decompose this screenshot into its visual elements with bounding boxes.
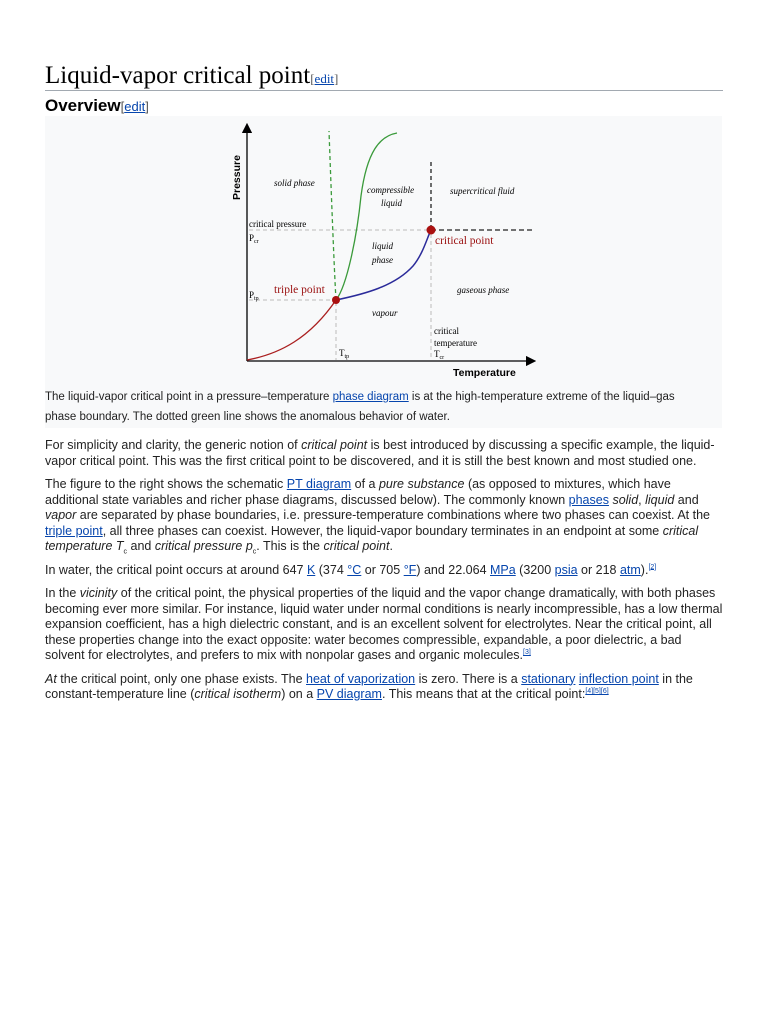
critical-pressure-label: critical pressure [249,219,307,229]
subsection-edit-link[interactable]: edit [124,99,146,114]
paragraph-5: At the critical point, only one phase exists. The heat of vaporization is zero. There is a stationary inflection point in the constant-temperature line (critical isotherm) on a PV diagram. This means that at the critical point:[4][5][6] [45,671,693,701]
psia-link[interactable]: psia [554,562,578,577]
critical-point-marker [427,226,436,235]
paragraph-3: In water, the critical point occurs at around 647 K (374 °C or 705 °F) and 22.064 MPa (3200 psia or 218 atm).[2] [45,562,657,577]
supercritical-fluid-label: supercritical fluid [450,186,515,196]
fahrenheit-link[interactable]: °F [403,562,417,577]
pt-diagram-link[interactable]: PT diagram [286,477,352,491]
subsection-edit-link-wrapper: [edit] [120,99,149,114]
ptp-label: $P_{tp}$ [249,290,259,302]
heat-of-vaporization-link[interactable]: heat of vaporization [306,671,416,686]
reference-2-link[interactable]: [2] [648,563,657,571]
ttp-label: $T_{tp}$ [339,348,350,360]
figure-caption: The liquid-vapor critical point in a pressure–temperature phase diagram is at the high-temperature extreme of the liquid–gas phase boundary. The dotted green line shows the anomalous behavior of water. [45,391,675,423]
reference-4-6-link[interactable]: [4][5][6] [585,687,609,695]
solid-phase-label: solid phase [274,178,315,188]
pcr-label: $P_{cr}$ [249,233,259,245]
section-heading [45,62,723,91]
anomalous-water-line [329,131,336,300]
paragraph-2: The figure to the right shows the schematic PT diagram of a pure substance (as opposed to mixtures, which have additional state variables and richer phase diagrams, discussed below). The commonly known phases solid, liquid and vapor are separated by phase boundaries, i.e. pressure-temperature combinations where two phases can coexist. At the triple point, all three phases can coexist. However, the liquid-vapor boundary terminates in an endpoint at some critical temperature $T_c$ and critical pressure $p_c$. This is the critical point. [45,477,710,556]
vapour-label: vapour [372,308,398,318]
triple-point-marker [332,296,340,304]
phase-diagram-link[interactable]: phase diagram [332,391,409,403]
liquid-phase-label-2: phase [372,255,393,265]
pressure-axis-label: Pressure [231,155,243,200]
solid-liquid-boundary [336,133,397,300]
stationary-link[interactable]: stationary [521,671,576,686]
section-edit-link[interactable]: edit [314,71,335,86]
compressible-label: compressible [367,185,415,195]
atm-link[interactable]: atm [619,562,641,577]
subsection-heading [45,95,149,117]
solid-vapor-boundary [247,300,336,360]
section-title: Liquid-vapor critical point [45,62,311,89]
pv-diagram-link[interactable]: PV diagram [316,687,382,701]
gaseous-phase-label: gaseous phase [457,285,510,295]
paragraph-1: For simplicity and clarity, the generic notion of critical point is best introduced by discussing a specific example, the liquid-vapor critical point. This was the first critical point to be discovered, and it is still the best known and most studied one. [45,438,715,468]
reference-3-link[interactable]: [3] [523,648,531,656]
inflection-point-link[interactable]: inflection point [578,671,659,686]
mpa-link[interactable]: MPa [490,562,516,577]
paragraph-4: In the vicinity of the critical point, the physical properties of the liquid and the vapor change dramatically, with both phases becoming ever more similar. For instance, liquid water under normal conditions is nearly incompressible, has a low thermal expansion coefficient, has a high dielectric constant, and is an excellent solvent for electrolytes. Near the critical point, all these properties change into the exact opposite: water becomes compressible, expandable, a poor dielectric, a bad solvent for electrolytes, and prefers to mix with nonpolar gases and organic molecules.[3] [45,586,723,662]
tcr-label: $T_{cr}$ [434,349,445,361]
phase-diagram [45,116,722,386]
critical-point-label: critical point [435,235,494,247]
phase-diagram-figure [45,116,722,428]
liquid-phase-label-1: liquid [372,241,394,251]
critical-temperature-label-2: temperature [434,338,477,348]
subsection-title: Overview [45,96,121,115]
section-edit-link-wrapper: [edit] [310,71,339,86]
article-body [45,438,723,711]
celsius-link[interactable]: °C [347,562,362,577]
triple-point-link[interactable]: triple point [45,523,103,538]
critical-temperature-label-1: critical [434,326,459,336]
compressible-liquid-label: liquid [381,198,403,208]
kelvin-link[interactable]: K [306,562,316,577]
temperature-axis-label: Temperature [453,367,516,379]
triple-point-label: triple point [274,284,325,296]
phases-link[interactable]: phases [568,492,609,507]
